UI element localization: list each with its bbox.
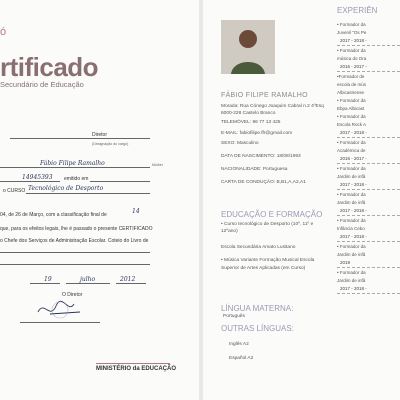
signature-label: O Diretor — [62, 292, 83, 298]
education-line-1: • Curso tecnológico de Desporto (10º, 11º e — [221, 222, 314, 227]
sex: SEXO: Masculino — [221, 141, 259, 146]
id-line — [0, 181, 60, 182]
signature-line — [20, 322, 100, 323]
experience-item-text: música do Ora — [337, 56, 367, 61]
cv-name: FÁBIO FILIPE RAMALHO — [221, 92, 308, 99]
education-line-4: • Música Variante Formação Musical Escola — [221, 258, 315, 263]
education-line-2: 12ºano) — [221, 229, 238, 234]
legal-line: que, para os efeitos legais, lhe é passado o presente CERTIFICADO — [0, 226, 153, 232]
cv-page — [203, 0, 400, 400]
license: CARTA DE CONDUÇÃO: B,B1,A,A2,A1 — [221, 180, 306, 185]
experience-item-text: • Formador da — [337, 48, 366, 53]
experience-item-date: 2017 - 2018 - — [340, 208, 367, 213]
experience-item-text: • Formador da — [337, 166, 366, 171]
date-year: 2012 — [120, 276, 136, 283]
date-month: julho — [80, 276, 96, 283]
experience-divider — [337, 241, 400, 242]
language-1: Inglês A2 — [229, 342, 249, 347]
certificate-subtitle: Secundário de Educação — [0, 80, 84, 89]
director-line — [10, 138, 150, 139]
experience-divider — [337, 293, 400, 294]
birth-date: DATA DE NASCIMENTO: 18/08/1993 — [221, 154, 301, 159]
issued-label: emitido em — [64, 176, 89, 182]
experience-item-text: •Formador de — [337, 74, 365, 79]
experience-divider — [337, 137, 400, 138]
blank-line-2 — [0, 264, 150, 265]
experience-item-date: 2017 - 2018 - — [340, 130, 367, 135]
experience-item-text: Albicastrense — [337, 90, 365, 95]
experience-item-text: escola de mús — [337, 82, 367, 87]
chief-line: o Chefe dos Serviços de Administração Escolar. Coteio do Livro de — [0, 238, 149, 244]
experience-item-date: 2019 — [340, 260, 351, 265]
certificate-logo: ó — [0, 26, 7, 38]
experience-item-text: Escola Rock A — [337, 122, 367, 127]
other-languages-title: OUTRAS LÍNGUAS: — [221, 324, 294, 333]
director-title: Diretor — [92, 132, 108, 138]
language-2: Español A2 — [229, 356, 254, 361]
experience-item-date: 2016 - 2017 - — [340, 156, 367, 161]
course-label: o CURSO — [3, 188, 26, 194]
experience-divider — [337, 189, 400, 190]
nationality: NACIONALIDADE: Portuguesa — [221, 167, 288, 172]
mother-tongue-title: LÍNGUA MATERNA: — [221, 304, 294, 313]
experience-divider — [337, 267, 400, 268]
experience-item-text: Académica de — [337, 148, 366, 153]
experience-divider — [337, 215, 400, 216]
final-grade: 14 — [132, 208, 140, 215]
experience-item-date: 2017 - 2018 - — [340, 38, 367, 43]
experience-item-text: • Formador da — [337, 244, 366, 249]
experience-item-text: • Formador da — [337, 192, 366, 197]
experience-title: EXPERIÊN — [337, 6, 378, 15]
id-number: 14945393 — [22, 174, 53, 181]
ministry-label: MINISTÉRIO da EDUCAÇÃO — [96, 366, 177, 372]
certificate-title: rtificado — [0, 52, 99, 82]
date-day: 19 — [44, 276, 52, 283]
education-title: EDUCAÇÃO E FORMAÇÃO — [221, 210, 323, 219]
signature-image — [30, 294, 90, 324]
experience-item-text: • Formador da — [337, 114, 366, 119]
experience-divider — [337, 71, 400, 72]
experience-item-date: 2017 - 2018 - — [340, 234, 367, 239]
year-line — [116, 283, 146, 284]
experience-item-text: Jardim de infâ — [337, 252, 366, 257]
education-line-3: Escola Secundária Amato Lusitano — [221, 245, 296, 250]
name-line — [0, 167, 150, 168]
issued-line — [90, 181, 150, 182]
experience-item-text: Jardim de infâ — [337, 278, 366, 283]
experience-divider — [337, 45, 400, 46]
mother-tongue: Português — [223, 314, 245, 319]
experience-item-text: Juvenil "Os Pe — [337, 30, 367, 35]
day-line — [30, 283, 60, 284]
experience-item-text: Jardim de infâ — [337, 174, 366, 179]
sex-label: Mulher — [152, 163, 163, 167]
experience-divider — [337, 163, 400, 164]
experience-item-text: Infância Cebo — [337, 226, 365, 231]
experience-item-text: Jardim de infâ — [337, 200, 366, 205]
experience-item-date: 2016 - 2017 - — [340, 64, 367, 69]
experience-item-text: • Formador da — [337, 98, 366, 103]
month-line — [66, 283, 110, 284]
student-name: Fábio Filipe Ramalho — [40, 160, 105, 167]
experience-item-text: Ebpa Albicast — [337, 106, 365, 111]
date-line: 04, de 26 de Março, com a classificação final de — [0, 212, 107, 218]
experience-item-text: • Formador da — [337, 270, 366, 275]
phone: TELEMÓVEL: 96 77 13 425 — [221, 120, 281, 125]
profile-photo — [221, 20, 275, 74]
address-line-2: 6000-228 Castelo Branco — [221, 111, 276, 116]
education-line-5: Superior de Artes Aplicadas (em Curso) — [221, 266, 306, 271]
blank-line-1 — [0, 252, 150, 253]
experience-item-date: 2017 - 2018 - — [340, 286, 367, 291]
course-line — [26, 193, 150, 194]
email: E-MAIL: fabiofilipe.ffr@gmail.com — [221, 131, 293, 136]
experience-item-text: • Formador da — [337, 218, 366, 223]
experience-item-date: 2017 - 2018 - — [340, 182, 367, 187]
course-value: Tecnológico de Desporto — [28, 185, 104, 192]
director-caption: (Designação do cargo) — [92, 142, 129, 146]
address-line-1: Morada: Rua Cónego Joaquim Cabral n.2 4ºEsq — [221, 104, 324, 109]
experience-item-text: • Formador da — [337, 22, 366, 27]
experience-item-text: • Formador da — [337, 140, 366, 145]
ministry-bar — [96, 363, 170, 364]
